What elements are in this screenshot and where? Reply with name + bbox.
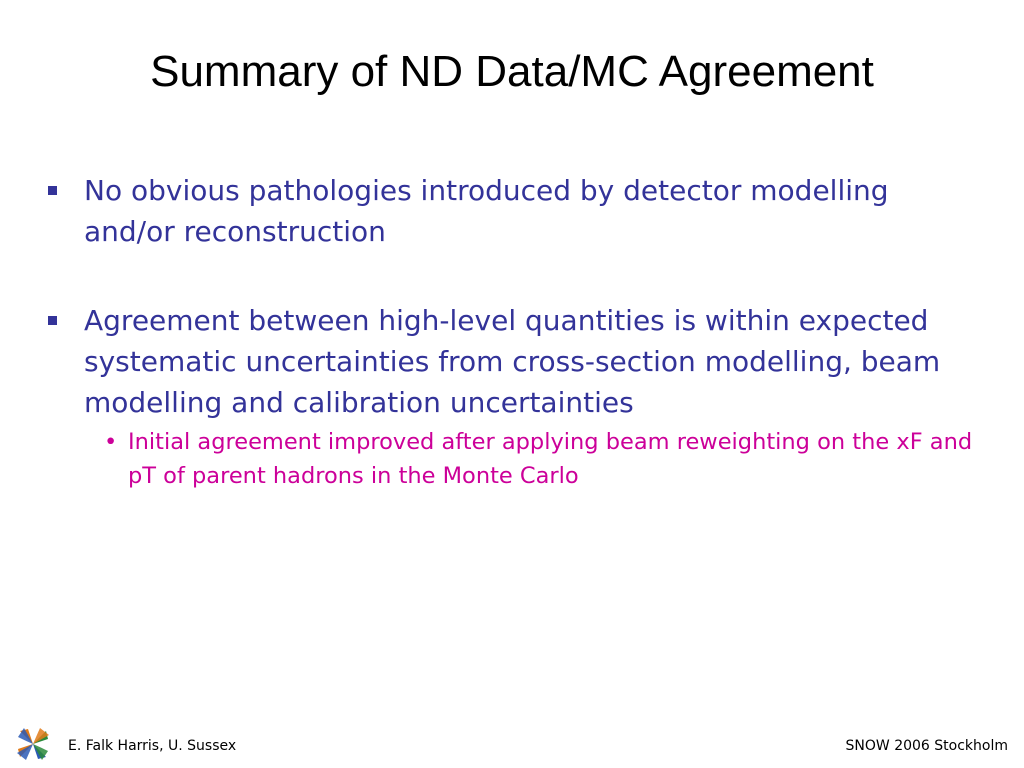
slide-title: Summary of ND Data/MC Agreement xyxy=(150,47,874,96)
bullet-text: Agreement between high-level quantities is within expected systematic uncertainties from cross-section modelling, beam modelling and calibration uncertainties xyxy=(84,304,941,419)
square-bullet-icon xyxy=(48,186,57,195)
sub-bullet-item xyxy=(84,425,985,493)
square-bullet-icon xyxy=(48,316,57,325)
bullet-list xyxy=(40,170,985,541)
footer-authors: E. Falk Harris, U. Sussex xyxy=(68,738,237,754)
sub-bullet-list xyxy=(84,425,985,493)
round-bullet-icon: • xyxy=(104,429,118,455)
sub-bullet-text: Initial agreement improved after applying beam reweighting on the xF and pT of parent hadrons in the Monte Carlo xyxy=(128,429,973,489)
bullet-item xyxy=(40,170,985,252)
minos-logo-icon xyxy=(14,725,52,763)
bullet-text: No obvious pathologies introduced by detector modelling and/or reconstruction xyxy=(84,174,889,248)
footer-event: SNOW 2006 Stockholm xyxy=(845,738,1008,754)
bullet-item xyxy=(40,300,985,493)
